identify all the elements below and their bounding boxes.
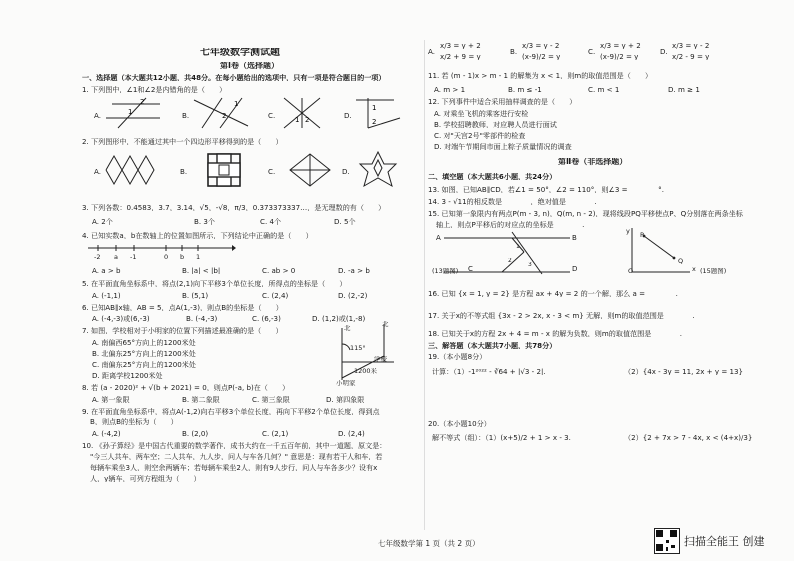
- q7-opt-b: B. 北偏东25°方向上的1200米处: [92, 350, 196, 358]
- axis-label-1: 1: [196, 254, 201, 261]
- q4-opt-c: C. ab > 0: [262, 267, 296, 275]
- exam-title: 七年级数学测试题: [200, 48, 280, 58]
- q11-opt-b: B. m ≤ -1: [508, 86, 542, 94]
- q6-opt-a: A. (-4,-3)或(6,-3): [92, 315, 150, 323]
- q12-text: 12. 下列事件中适合采用抽样调查的是（ ）: [428, 98, 577, 106]
- q10-opt-c: C.: [588, 48, 596, 56]
- q2-opt-a: A.: [94, 168, 101, 176]
- part1-title: 第Ⅰ卷（选择题）: [220, 62, 279, 70]
- q5-opt-d: D. (2,-2): [338, 292, 368, 300]
- q9-opt-c: C. (2,1): [262, 430, 289, 438]
- q19-calc: 计算：（1）-1²⁰²² - ∛64 + |√3 - 2|.: [432, 368, 546, 376]
- q10-b-eq2: (x-9)/2 = y: [522, 53, 561, 61]
- q10-a-eq1: x/3 = y + 2: [440, 42, 481, 50]
- q11-text: 11. 若 (m - 1)x > m - 1 的解集为 x < 1，则m的取值范围是（ ）: [428, 72, 653, 80]
- q9-opt-a: A. (-4,2): [92, 430, 121, 438]
- fig15-label-q: Q: [678, 258, 684, 265]
- q10-text-3: 每辆车乘坐3人，则空余两辆车；若每辆车乘坐2人，则有9人步行，问人与车各多少？设有x: [90, 464, 378, 472]
- section1-heading: 一、选择题（本大题共12小题，共48分。在每小题给出的选项中，只有一项是符合题目的一项）: [82, 74, 386, 82]
- page-footer: 七年级数学第 1 页（共 2 页）: [378, 539, 480, 548]
- q1-figure-b: [192, 96, 252, 130]
- q2-opt-d: D.: [342, 168, 350, 176]
- fig15-label-y: y: [626, 228, 630, 235]
- q2-figure-a: [104, 152, 158, 188]
- section2-heading: 二、填空题（本大题共6小题，共24分）: [428, 173, 557, 181]
- q1-opt-c: C.: [268, 112, 276, 120]
- q10-d-eq1: x/3 = y - 2: [672, 42, 710, 50]
- section3-heading: 三、解答题（本大题共7小题，共78分）: [428, 342, 557, 350]
- svg-text:1: 1: [295, 116, 300, 124]
- q10-a-eq2: x/2 + 9 = y: [440, 53, 481, 61]
- q10-d-eq2: x/2 - 9 = y: [672, 53, 710, 61]
- fig15-label-o: O: [628, 268, 634, 275]
- q19-text: 19.（本小题8分）: [428, 353, 487, 361]
- fig13-label-c: C: [468, 266, 473, 273]
- number-line: [86, 242, 236, 260]
- fig13-angle-2: 2: [508, 258, 512, 264]
- q4-opt-b: B. |a| < |b|: [182, 267, 221, 275]
- map-angle-label: 115°: [350, 345, 366, 352]
- map-north-right: 北: [382, 321, 389, 328]
- fig15-label-x: x: [692, 266, 696, 273]
- q2-opt-b: B.: [180, 168, 188, 176]
- fig13-angle-3: 3: [528, 262, 532, 268]
- q20-part2: （2）{2 + 7x > 7 - 4x, x < (4+x)/3}: [624, 434, 753, 442]
- q1-opt-d: D.: [344, 112, 352, 120]
- q7-text: 7. 如图，学校相对于小明家的位置下列描述最准确的是（ ）: [82, 327, 283, 335]
- axis-label-0: 0: [164, 254, 169, 261]
- q20-text: 20.（本小题10分）: [428, 420, 491, 428]
- svg-text:1: 1: [128, 108, 133, 116]
- q10-text-2: "今三人共车，两车空；二人共车，九人步，问人与车各几何？" 意思是：现有若干人和车，若: [90, 453, 383, 461]
- q7-map-figure: [318, 322, 402, 384]
- q12-opt-d: D. 对端午节期间市面上粽子质量情况的调查: [434, 143, 572, 151]
- q16-text: 16. 已知 {x = 1, y = 2} 是方程 ax + 4y = 2 的一个解，那么 a = ________.: [428, 290, 678, 298]
- q15-text: 15. 已知第一象限内有两点P(m - 3, n)，Q(m, n - 2)，现将线段PQ平移使点P、Q分别落在两条坐标: [428, 210, 743, 218]
- q1-opt-b: B.: [182, 112, 190, 120]
- q18-text: 18. 已知关于x的方程 2x + 4 = m - x 的解为负数，则m的取值范围是________.: [428, 330, 682, 338]
- q10-opt-d: D.: [660, 48, 668, 56]
- q3-text: 3. 下列各数：0.4583，3.7，3.14，√5，-√8，π/3，0.373373337…，是无理数的有（ ）: [82, 204, 386, 212]
- q2-figure-b: [206, 152, 242, 188]
- map-school-label: 学校: [374, 356, 387, 363]
- q10-text-4: 人，y辆车，可列方程组为（ ）: [90, 475, 201, 483]
- q7-opt-c: C. 南偏东25°方向上的1200米处: [92, 361, 196, 369]
- q9-opt-b: B. (2,0): [182, 430, 209, 438]
- q2-figure-c: [288, 152, 332, 188]
- q10-c-eq1: x/3 = y + 2: [600, 42, 641, 50]
- fig13-label-a: A: [436, 235, 441, 242]
- axis-label-neg2: -2: [94, 254, 101, 261]
- q1-figure-d: [354, 96, 404, 130]
- axis-label-a: a: [114, 254, 118, 261]
- q11-opt-a: A. m > 1: [434, 86, 466, 94]
- qr-code-icon: [654, 528, 680, 554]
- q10-text: 10. 《孙子算经》是中国古代重要的数学著作，成书大约在一千五百年前，其中一道题，原文是：: [82, 442, 387, 450]
- scanner-watermark: 扫描全能王 创建: [684, 535, 765, 548]
- q3-opt-c: C. 4个: [260, 218, 282, 226]
- fig15-label-p: P: [640, 232, 644, 239]
- svg-text:2: 2: [372, 118, 377, 126]
- map-home-label: 小明家: [336, 380, 356, 387]
- q11-opt-d: D. m ≥ 1: [668, 86, 700, 94]
- q8-opt-a: A. 第一象限: [92, 396, 130, 404]
- fig13-angle-1: 1: [516, 244, 520, 250]
- q4-text: 4. 已知实数a，b在数轴上的位置如图所示，下列结论中正确的是（ ）: [82, 232, 313, 240]
- map-north-left: 北: [344, 325, 351, 332]
- svg-text:2: 2: [305, 116, 310, 124]
- q9-text: 9. 在平面直角坐标系中，将点A(-1,2)向右平移3个单位长度，再向下平移2个单位长度，得到点: [82, 408, 380, 416]
- axis-label-neg1: -1: [130, 254, 137, 261]
- svg-text:1: 1: [372, 104, 377, 112]
- q6-text: 6. 已知AB∥x轴，AB = 5，点A(1,-3)，则点B的坐标是（ ）: [82, 304, 283, 312]
- part2-title: 第Ⅱ卷（非选择题）: [558, 158, 628, 166]
- q10-opt-a: A.: [428, 48, 435, 56]
- q2-text: 2. 下列图形中，不能通过其中一个四边形平移得到的是（ ）: [82, 138, 283, 146]
- q4-opt-d: D. -a > b: [338, 267, 370, 275]
- q20-part1: 解不等式（组）：（1）(x+5)/2 + 1 > x - 3.: [432, 434, 571, 442]
- q11-opt-c: C. m < 1: [588, 86, 620, 94]
- q6-opt-d: D. (1,2)或(1,-8): [312, 315, 366, 323]
- q1-figure-a: [106, 96, 162, 130]
- q5-opt-c: C. (2,4): [262, 292, 289, 300]
- svg-text:2: 2: [140, 98, 145, 106]
- q8-opt-d: D. 第四象限: [326, 396, 365, 404]
- q8-opt-c: C. 第三象限: [252, 396, 290, 404]
- svg-text:2: 2: [222, 112, 227, 120]
- svg-text:1: 1: [234, 100, 239, 108]
- axis-label-b: b: [180, 254, 185, 261]
- q17-text: 17. 关于x的不等式组 {3x - 2 > 2x, x - 3 < m} 无解，则m的取值范围是________.: [428, 312, 695, 320]
- q14-text: 14. 3 - √11的相反数是________，绝对值是________.: [428, 198, 597, 206]
- fig13-label-d: D: [572, 266, 578, 273]
- q4-opt-a: A. a > b: [92, 267, 121, 275]
- q12-opt-a: A. 对乘坐飞机的乘客进行安检: [434, 110, 529, 118]
- q3-opt-b: B. 3个: [194, 218, 215, 226]
- q10-c-eq2: (x-9)/2 = y: [600, 53, 639, 61]
- q2-figure-d: [358, 150, 398, 190]
- fig15: [624, 226, 694, 276]
- q1-figure-c: [280, 96, 324, 130]
- fig13-label-b: B: [572, 235, 577, 242]
- q9-opt-d: D. (2,4): [338, 430, 365, 438]
- column-divider: [424, 40, 425, 530]
- q2-opt-c: C.: [268, 168, 276, 176]
- map-distance-label: 1200米: [354, 368, 378, 375]
- q6-opt-b: B. (-4,-3): [186, 315, 218, 323]
- q7-opt-a: A. 南偏西65°方向上的1200米处: [92, 339, 196, 347]
- q3-opt-a: A. 2个: [92, 218, 113, 226]
- q8-text: 8. 若 (a - 2020)² + √(b + 2021) = 0，则点P(-a, b)在（ ）: [82, 384, 290, 392]
- q19-system: （2）{4x - 3y = 11, 2x + y = 13}: [624, 368, 744, 376]
- q5-opt-b: B. (5,1): [182, 292, 209, 300]
- q1-text: 1. 下列图中，∠1和∠2是内错角的是（ ）: [82, 86, 227, 94]
- q8-opt-b: B. 第二象限: [182, 396, 220, 404]
- q5-opt-a: A. (-1,1): [92, 292, 121, 300]
- q7-opt-d: D. 距离学校1200米处: [92, 372, 163, 380]
- q5-text: 5. 在平面直角坐标系中，将点(2,1)向下平移3个单位长度，所得点的坐标是（ ）: [82, 280, 347, 288]
- q10-opt-b: B.: [510, 48, 518, 56]
- q13-text: 13. 如图，已知AB∥CD，若∠1 = 50°，∠2 = 110°，则∠3 = ________°.: [428, 186, 664, 194]
- q3-opt-d: D. 5个: [334, 218, 356, 226]
- q1-opt-a: A.: [94, 112, 101, 120]
- fig15-caption: (15题图): [700, 268, 727, 275]
- q6-opt-c: C. (6,-3): [252, 315, 281, 323]
- fig13: [442, 230, 582, 276]
- q10-b-eq1: x/3 = y - 2: [522, 42, 560, 50]
- q12-opt-b: B. 学校招聘教师，对应聘人员进行面试: [434, 121, 557, 129]
- q9-text-cont: B，则点B的坐标为（ ）: [90, 418, 178, 426]
- q15-text-cont: 轴上，则点P平移后的对应点的坐标是________.: [436, 221, 585, 229]
- fig13-caption: (13题图): [432, 268, 459, 275]
- q12-opt-c: C. 对"天宫2号"零部件的检查: [434, 132, 526, 140]
